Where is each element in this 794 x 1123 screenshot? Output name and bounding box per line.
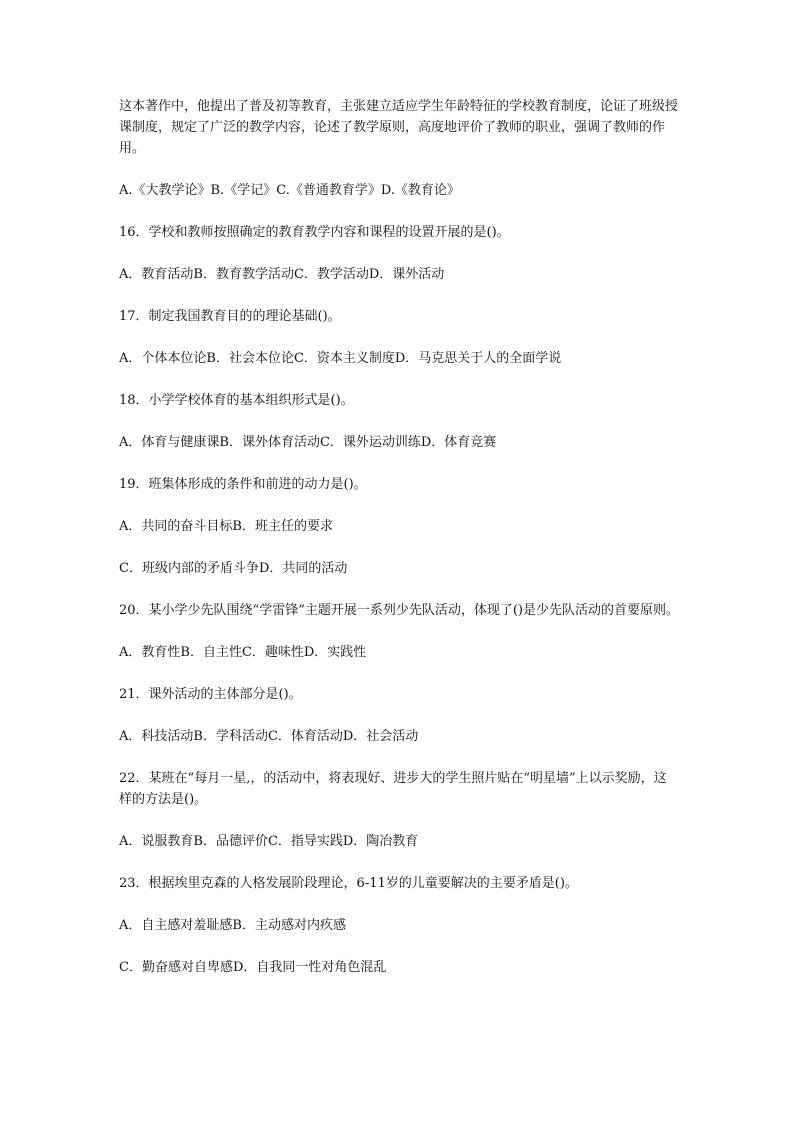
options-18: A．体育与健康课B．课外体育活动C．课外运动训练D．体育竞赛 — [119, 435, 497, 450]
options-23-cd: C．勤奋感对自卑感D．自我同一性对角色混乱 — [119, 960, 387, 975]
document-page — [119, 96, 679, 978]
question-18: 18．小学学校体育的基本组织形式是()。 — [119, 393, 354, 408]
question-16: 16．学校和教师按照确定的教育教学内容和课程的设置开展的是()。 — [119, 225, 510, 240]
options-20: A．教育性B．自主性C．趣味性D．实践性 — [119, 645, 367, 660]
options-16: A．教育活动B．教育教学活动C．教学活动D．课外活动 — [119, 267, 445, 282]
question-22: 22．某班在“每月一星,，的活动中，将表现好、进步大的学生照片贴在“明星墙”上以示奖励，这样的方法是()。 — [119, 771, 667, 807]
question-17: 17．制定我国教育目的的理论基础()。 — [119, 309, 341, 324]
options-19-ab: A．共同的奋斗目标B．班主任的要求 — [119, 519, 333, 534]
options-19-cd: C．班级内部的矛盾斗争D．共同的活动 — [119, 561, 348, 576]
options-23-ab: A．自主感对羞耻感B．主动感对内疚感 — [119, 918, 346, 933]
question-21: 21．课外活动的主体部分是()。 — [119, 687, 302, 702]
question-23: 23．根据埃里克森的人格发展阶段理论，6-11岁的儿童要解决的主要矛盾是()。 — [119, 876, 578, 891]
options-21: A．科技活动B．学科活动C．体育活动D．社会活动 — [119, 729, 419, 744]
options-17: A．个体本位论B．社会本位论C．资本主义制度D．马克思关于人的全面学说 — [119, 351, 562, 366]
paragraph-intro: 这本著作中，他提出了普及初等教育，主张建立适应学生年龄特征的学校教育制度，论证了班级授课制度，规定了广泛的教学内容，论述了教学原则，高度地评价了教师的职业，强调了教师的作用。 — [119, 99, 679, 156]
question-19: 19．班集体形成的条件和前进的动力是()。 — [119, 477, 367, 492]
options-22: A．说服教育B．品德评价C．指导实践D．陶冶教育 — [119, 834, 419, 849]
options-15: A.《大教学论》B.《学记》C.《普通教育学》D.《教育论》 — [119, 183, 460, 198]
question-20: 20．某小学少先队围绕“学雷锋”主题开展一系列少先队活动，体现了()是少先队活动的首要原则。 — [119, 603, 679, 618]
